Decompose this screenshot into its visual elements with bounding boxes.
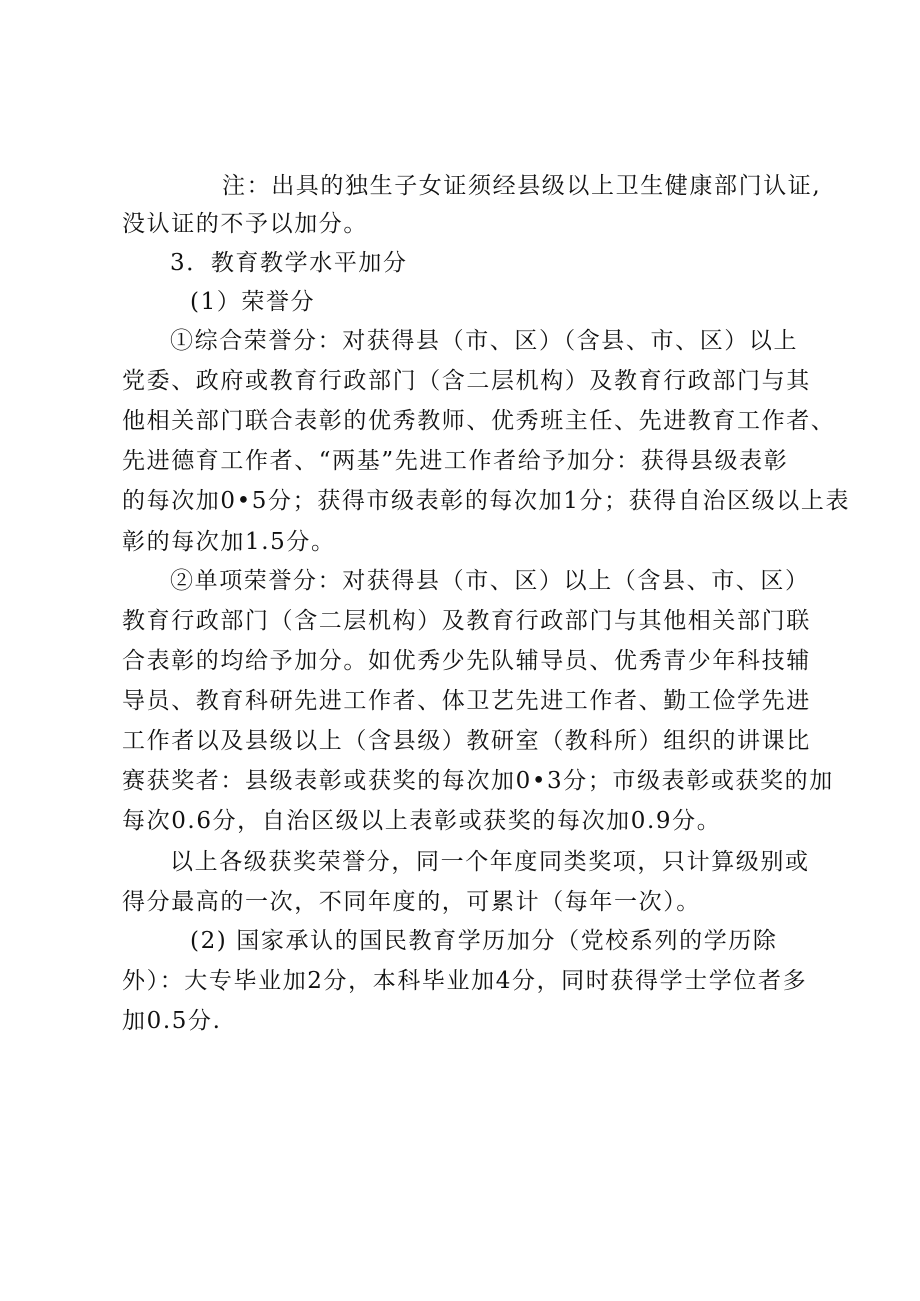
- comprehensive-honor-line-6: 彰的每次加1.5分。: [122, 529, 336, 555]
- single-honor-line-3: 合表彰的均给予加分。如优秀少先队辅导员、优秀青少年科技辅: [122, 648, 811, 674]
- section-heading: 3．教育教学水平加分: [170, 250, 408, 276]
- note-line-1: 注：出具的独生子女证须经县级以上卫生健康部门认证,: [222, 173, 822, 199]
- single-honor-line-6: 赛获奖者：县级表彰或获奖的每次加0•3分；市级表彰或获奖的加: [122, 768, 834, 794]
- single-honor-line-5: 工作者以及县级以上（含县级）教研室（教科所）组织的讲课比: [122, 728, 811, 754]
- comprehensive-honor-line-3: 他相关部门联合表彰的优秀教师、优秀班主任、先进教育工作者、: [122, 408, 836, 434]
- subsection-heading-1: (1）荣誉分: [190, 289, 316, 315]
- single-honor-line-2: 教育行政部门（含二层机构）及教育行政部门与其他相关部门联: [122, 608, 811, 634]
- note-line-2: 没认证的不予以加分。: [122, 211, 368, 237]
- summary-line-2: 得分最高的一次，不同年度的，可累计（每年一次）。: [122, 889, 701, 915]
- single-honor-line-4: 导员、教育科研先进工作者、体卫艺先进工作者、勤工俭学先进: [122, 688, 811, 714]
- education-bonus-line-2: 外）：大专毕业加2分，本科毕业加4分，同时获得学士学位者多: [122, 968, 808, 994]
- education-bonus-line-3: 加0.5分.: [122, 1008, 222, 1034]
- summary-line-1: 以上各级获奖荣誉分，同一个年度同类奖项，只计算级别或: [170, 849, 810, 875]
- education-bonus-line-1: (2) 国家承认的国民教育学历加分（党校系列的学历除: [190, 928, 778, 954]
- single-honor-line-1: ②单项荣誉分：对获得县（市、区）以上（含县、市、区）: [170, 568, 810, 594]
- comprehensive-honor-line-1: ①综合荣誉分：对获得县（市、区）（含县、市、区）以上: [170, 328, 799, 354]
- comprehensive-honor-line-5: 的每次加0•5分；获得市级表彰的每次加1分；获得自治区级以上表: [122, 488, 851, 514]
- comprehensive-honor-line-4: 先进德育工作者、“两基”先进工作者给予加分：获得县级表彰: [122, 448, 789, 474]
- single-honor-line-7: 每次0.6分，自治区级以上表彰或获奖的每次加0.9分。: [122, 808, 722, 834]
- comprehensive-honor-line-2: 党委、政府或教育行政部门（含二层机构）及教育行政部门与其: [122, 368, 811, 394]
